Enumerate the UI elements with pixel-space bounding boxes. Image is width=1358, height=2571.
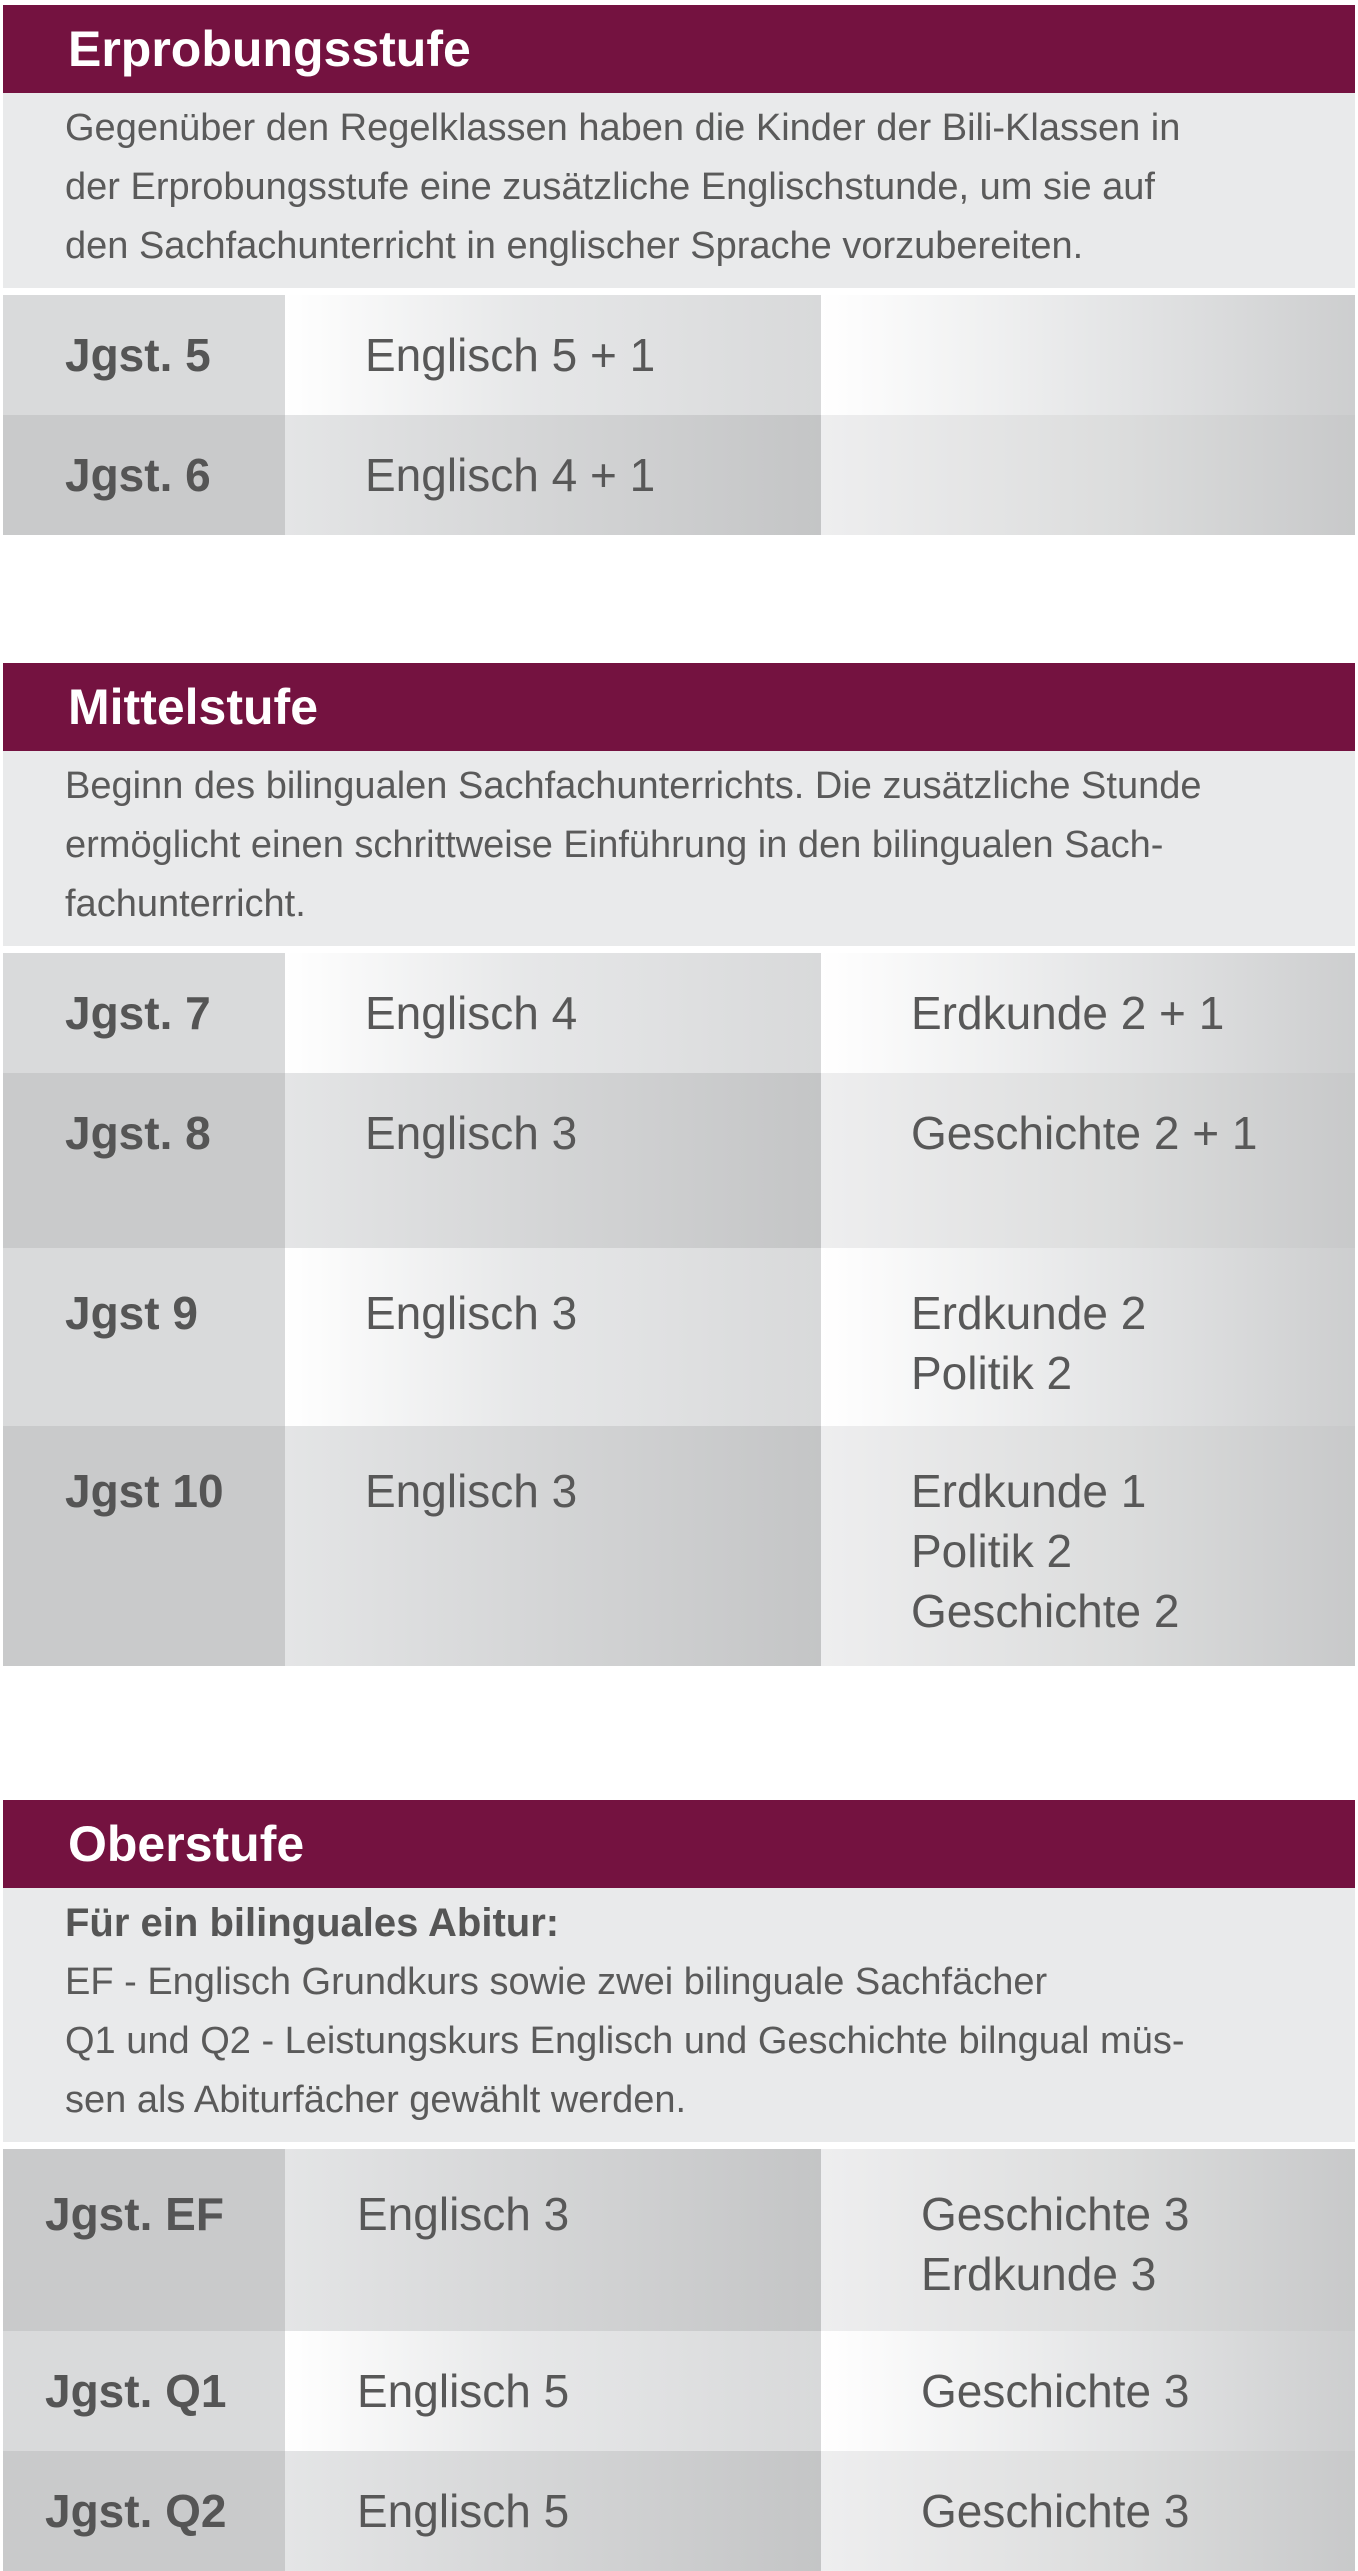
intro-line: fachunterricht. [65, 883, 306, 925]
section-intro [3, 751, 1355, 946]
subjects-cell [821, 1073, 1355, 1248]
intro-line: Beginn des bilingualen Sachfachunterrichts. Die zusätzliche Stunde [65, 765, 1202, 807]
grade-cell: Jgst 9 [3, 1248, 285, 1426]
section-title: Oberstufe [68, 1816, 305, 1872]
section-mittelstufe [3, 663, 1355, 1666]
intro-line: der Erprobungsstufe eine zusätzliche Englischstunde, um sie auf [65, 166, 1155, 208]
intro-line: sen als Abiturfächer gewählt werden. [65, 2079, 687, 2121]
table-row [3, 295, 1355, 415]
intro-line: ermöglicht einen schrittweise Einführung in den bilingualen Sach- [65, 824, 1164, 866]
section-header [3, 1800, 1355, 1888]
english-cell: Englisch 5 + 1 [285, 295, 821, 415]
subject-line: Geschichte 3 [921, 2365, 1190, 2417]
grade-cell: Jgst. Q1 [3, 2331, 285, 2451]
section-oberstufe [3, 1800, 1355, 2571]
table-row [3, 1248, 1355, 1426]
english-cell: Englisch 3 [285, 1073, 821, 1248]
table-row [3, 953, 1355, 1073]
subjects-cell [821, 415, 1355, 535]
subject-line: Politik 2 [911, 1347, 1073, 1399]
table-row [3, 2149, 1355, 2331]
grade-cell: Jgst. Q2 [3, 2451, 285, 2571]
subjects-cell [821, 2451, 1355, 2571]
section-header [3, 5, 1355, 93]
section-intro [3, 93, 1355, 288]
subjects-cell [821, 2331, 1355, 2451]
grade-cell: Jgst. 6 [3, 415, 285, 535]
divider [3, 288, 1355, 295]
table-row [3, 1073, 1355, 1248]
intro-line: den Sachfachunterricht in englischer Sprache vorzubereiten. [65, 225, 1084, 267]
intro-line: Gegenüber den Regelklassen haben die Kinder der Bili-Klassen in [65, 107, 1181, 149]
section-title: Erprobungsstufe [68, 21, 471, 77]
english-cell: Englisch 5 [285, 2451, 821, 2571]
subject-line: Erdkunde 3 [921, 2248, 1157, 2300]
intro-line: Q1 und Q2 - Leistungskurs Englisch und Geschichte bilngual müs- [65, 2020, 1185, 2062]
section-title: Mittelstufe [68, 679, 318, 735]
subject-line: Erdkunde 2 + 1 [911, 987, 1225, 1039]
grade-cell: Jgst. 5 [3, 295, 285, 415]
grade-cell: Jgst. 7 [3, 953, 285, 1073]
section-erprobungsstufe [3, 5, 1355, 535]
english-cell: Englisch 3 [285, 1248, 821, 1426]
subjects-cell [821, 1426, 1355, 1666]
table-row [3, 415, 1355, 535]
english-cell: Englisch 5 [285, 2331, 821, 2451]
english-cell: Englisch 3 [285, 1426, 821, 1666]
table-row [3, 1426, 1355, 1666]
divider [3, 946, 1355, 953]
subject-line: Geschichte 3 [921, 2188, 1190, 2240]
grade-cell: Jgst. 8 [3, 1073, 285, 1248]
divider [3, 2142, 1355, 2149]
subjects-cell [821, 953, 1355, 1073]
english-cell: Englisch 3 [285, 2149, 821, 2331]
subject-line: Erdkunde 1 [911, 1465, 1147, 1517]
grade-cell: Jgst. EF [3, 2149, 285, 2331]
section-header [3, 663, 1355, 751]
subject-line: Geschichte 2 + 1 [911, 1107, 1258, 1159]
subject-line: Geschichte 3 [921, 2485, 1190, 2537]
subject-line: Politik 2 [911, 1525, 1073, 1577]
subjects-cell [821, 2149, 1355, 2331]
grade-cell: Jgst 10 [3, 1426, 285, 1666]
subjects-cell [821, 295, 1355, 415]
subject-line: Geschichte 2 [911, 1585, 1180, 1637]
table-row [3, 2451, 1355, 2571]
intro-heading: Für ein bilinguales Abitur: [65, 1901, 560, 1945]
subject-line: Erdkunde 2 [911, 1287, 1147, 1339]
subjects-cell [821, 1248, 1355, 1426]
table-row [3, 2331, 1355, 2451]
intro-line: EF - Englisch Grundkurs sowie zwei bilinguale Sachfächer [65, 1961, 1048, 2003]
english-cell: Englisch 4 [285, 953, 821, 1073]
english-cell: Englisch 4 + 1 [285, 415, 821, 535]
section-intro [3, 1888, 1355, 2142]
